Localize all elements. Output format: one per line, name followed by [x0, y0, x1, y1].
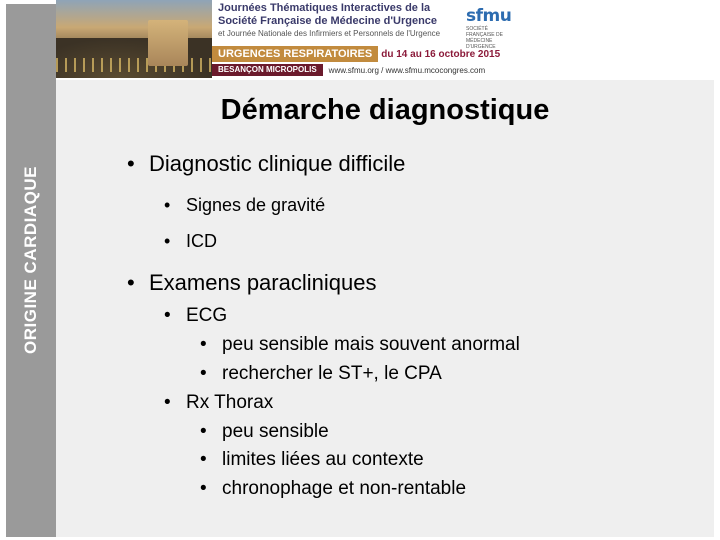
logo-text: sfmu — [466, 6, 512, 26]
bullet-text: limites liées au contexte — [222, 449, 424, 470]
bullet-level-3: • chronophage et non-rentable — [200, 478, 467, 499]
event-urls: www.sfmu.org / www.sfmu.mcocongres.com — [328, 65, 486, 75]
bullet-text: Examens paracliniques — [149, 270, 377, 295]
logo-subtitle: SOCIÉTÉ FRANÇAISE DE MÉDECINE D'URGENCE — [466, 26, 503, 50]
event-dates: du 14 au 16 octobre 2015 — [381, 48, 501, 60]
bullet-level-3: • rechercher le ST+, le CPA — [200, 363, 442, 384]
bullet-text: rechercher le ST+, le CPA — [222, 363, 442, 384]
bullet-text: ICD — [186, 231, 217, 251]
bullet-text: Diagnostic clinique difficile — [149, 151, 406, 176]
bullet-level-2: • Signes de gravité — [164, 195, 326, 215]
sidebar-label: ORIGINE CARDIAQUE — [21, 166, 40, 354]
bullet-level-3: • peu sensible — [200, 421, 329, 442]
bullet-level-1: • Diagnostic clinique difficile — [127, 151, 406, 176]
bullet-text: peu sensible mais souvent anormal — [222, 334, 520, 355]
bullet-text: chronophage et non-rentable — [222, 478, 467, 499]
bullet-level-2: • ICD — [164, 231, 217, 251]
bullet-text: Rx Thorax — [186, 392, 274, 413]
bullet-level-3: • peu sensible mais souvent anormal — [200, 334, 520, 355]
bullet-level-1: • Examens paracliniques — [127, 270, 377, 295]
banner-line-1: Journées Thématiques Interactives de la — [218, 2, 431, 14]
bullet-level-3: • limites liées au contexte — [200, 449, 424, 470]
event-city-badge: BESANÇON MICROPOLIS — [212, 64, 323, 76]
bullet-level-2: • Rx Thorax — [164, 392, 274, 413]
event-name-badge: URGENCES RESPIRATOIRES — [212, 46, 378, 62]
banner-line-2: Société Française de Médecine d'Urgence — [218, 15, 438, 27]
bullet-text: Signes de gravité — [186, 195, 326, 215]
bullet-text: ECG — [186, 305, 228, 326]
bullet-text: peu sensible — [222, 421, 329, 442]
slide-title: Démarche diagnostique — [220, 94, 550, 126]
bullet-level-2: • ECG — [164, 305, 228, 326]
banner-line-3: et Journée Nationale des Infirmiers et Personnels de l'Urgence — [218, 29, 441, 38]
